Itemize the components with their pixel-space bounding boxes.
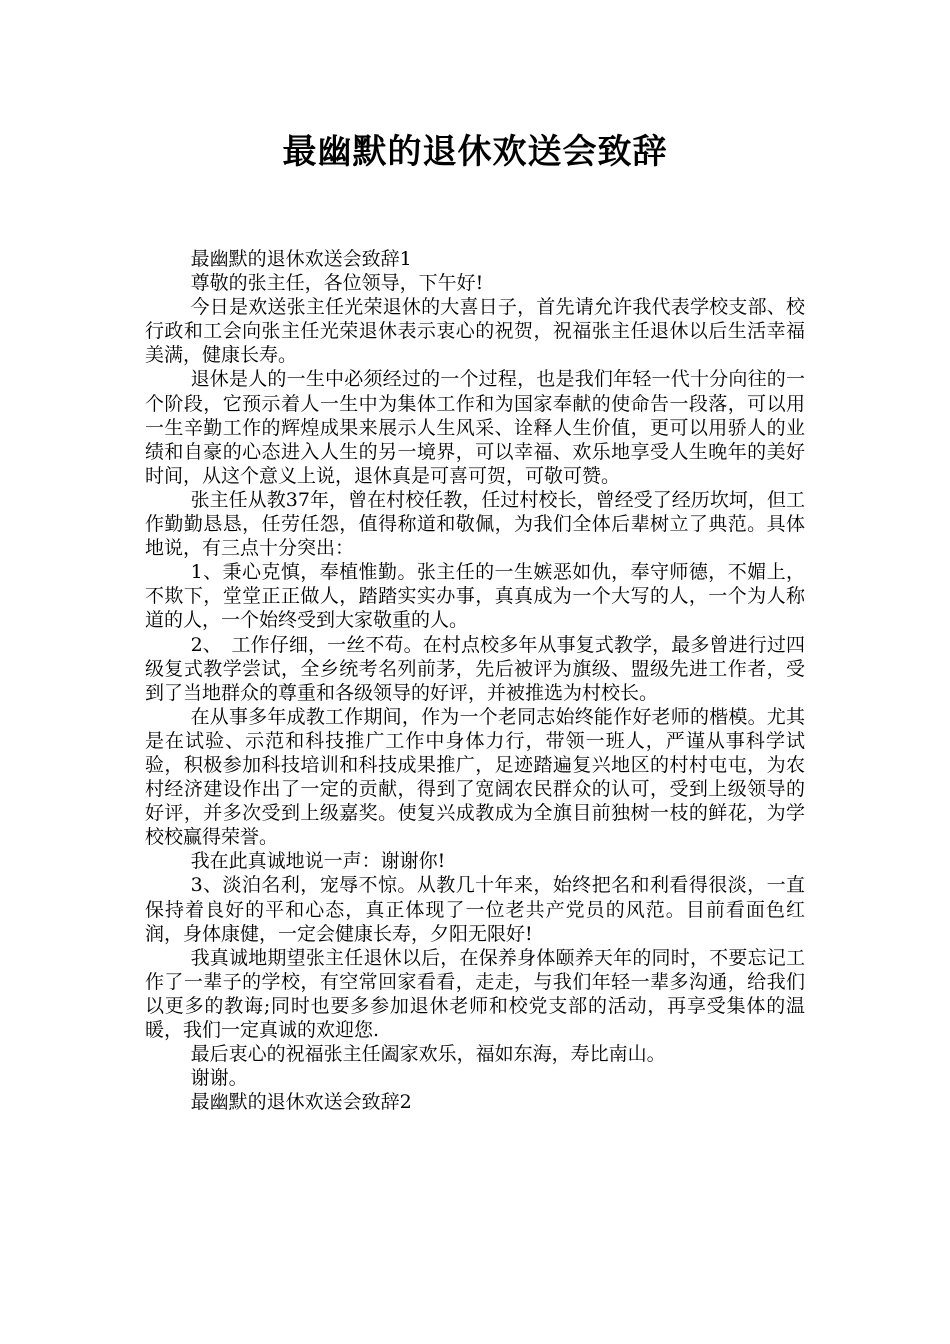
body-paragraph: 在从事多年成教工作期间，作为一个老同志始终能作好老师的楷模。尤其是在试验、示范和科技推广工作中身体力行，带领一班人，严谨从事科学试验，积极参加科技培训和科技成果推广，足迹踏遍复兴地区的村村屯屯，为农村经济建设作出了一定的贡献，得到了宽阔农民群众的认可，受到上级领导的好评，并多次受到上级嘉奖。使复兴成教成为全旗目前独树一枝的鲜花，为学校校赢得荣誉。 <box>145 705 805 849</box>
document-title: 最幽默的退休欢送会致辞 <box>282 132 668 172</box>
body-paragraph: 今日是欢送张主任光荣退休的大喜日子，首先请允许我代表学校支部、校行政和工会向张主任光荣退休表示衷心的祝贺，祝福张主任退休以后生活幸福美满，健康长寿。 <box>145 296 805 367</box>
section-heading-1: 最幽默的退休欢送会致辞1 <box>190 248 412 270</box>
body-paragraph: 退休是人的一生中必须经过的一个过程，也是我们年轻一代十分向往的一个阶段，它预示着人一生中为集体工作和为国家奉献的使命告一段落，可以用一生辛勤工作的辉煌成果来展示人生风采、诠释人生价值，更可以用骄人的业绩和自豪的心态进入人生的另一境界，可以幸福、欢乐地享受人生晚年的美好时间，从这个意义上说，退休真是可喜可贺，可敬可赞。 <box>145 368 805 487</box>
document-body <box>145 247 805 1114</box>
body-paragraph: 3、淡泊名利，宠辱不惊。从教几十年来，始终把名和利看得很淡，一直保持着良好的平和心态，真正体现了一位老共产党员的风范。目前看面色红润，身体康健，一定会健康长寿，夕阳无限好! <box>145 874 805 945</box>
body-paragraph: 我真诚地期望张主任退休以后，在保养身体颐养天年的同时，不要忘记工作了一辈子的学校，有空常回家看看，走走，与我们年轻一辈多沟通，给我们以更多的教诲;同时也要多参加退休老师和校党支部的活动，再享受集体的温暖，我们一定真诚的欢迎您. <box>145 946 805 1041</box>
section-heading-2: 最幽默的退休欢送会致辞2 <box>190 1091 412 1114</box>
closing-thanks: 谢谢。 <box>190 1067 248 1090</box>
body-paragraph: 我在此真诚地说一声：谢谢你! <box>190 850 446 873</box>
body-paragraph: 张主任从教37年，曾在村校任教，任过村校长，曾经受了经历坎坷，但工作勤勤恳恳，任劳任怨，值得称道和敬佩，为我们全体后辈树立了典范。具体地说，有三点十分突出： <box>145 488 805 560</box>
body-paragraph: 1、秉心克慎，奉植惟勤。张主任的一生嫉恶如仇，奉守师德，不媚上，不欺下，堂堂正正做人，踏踏实实办事，真真成为一个大写的人，一个为人称道的人，一个始终受到大家敬重的人。 <box>145 561 805 632</box>
closing-paragraph: 最后衷心的祝福张主任阖家欢乐，福如东海，寿比南山。 <box>190 1043 666 1066</box>
salutation-paragraph: 尊敬的张主任，各位领导，下午好! <box>190 272 484 295</box>
body-paragraph: 2、 工作仔细，一丝不苟。在村点校多年从事复式教学，最多曾进行过四级复式教学尝试，全乡统考名列前茅，先后被评为旗级、盟级先进工作者，受到了当地群众的尊重和各级领导的好评，并被推选为村校长。 <box>145 633 805 704</box>
